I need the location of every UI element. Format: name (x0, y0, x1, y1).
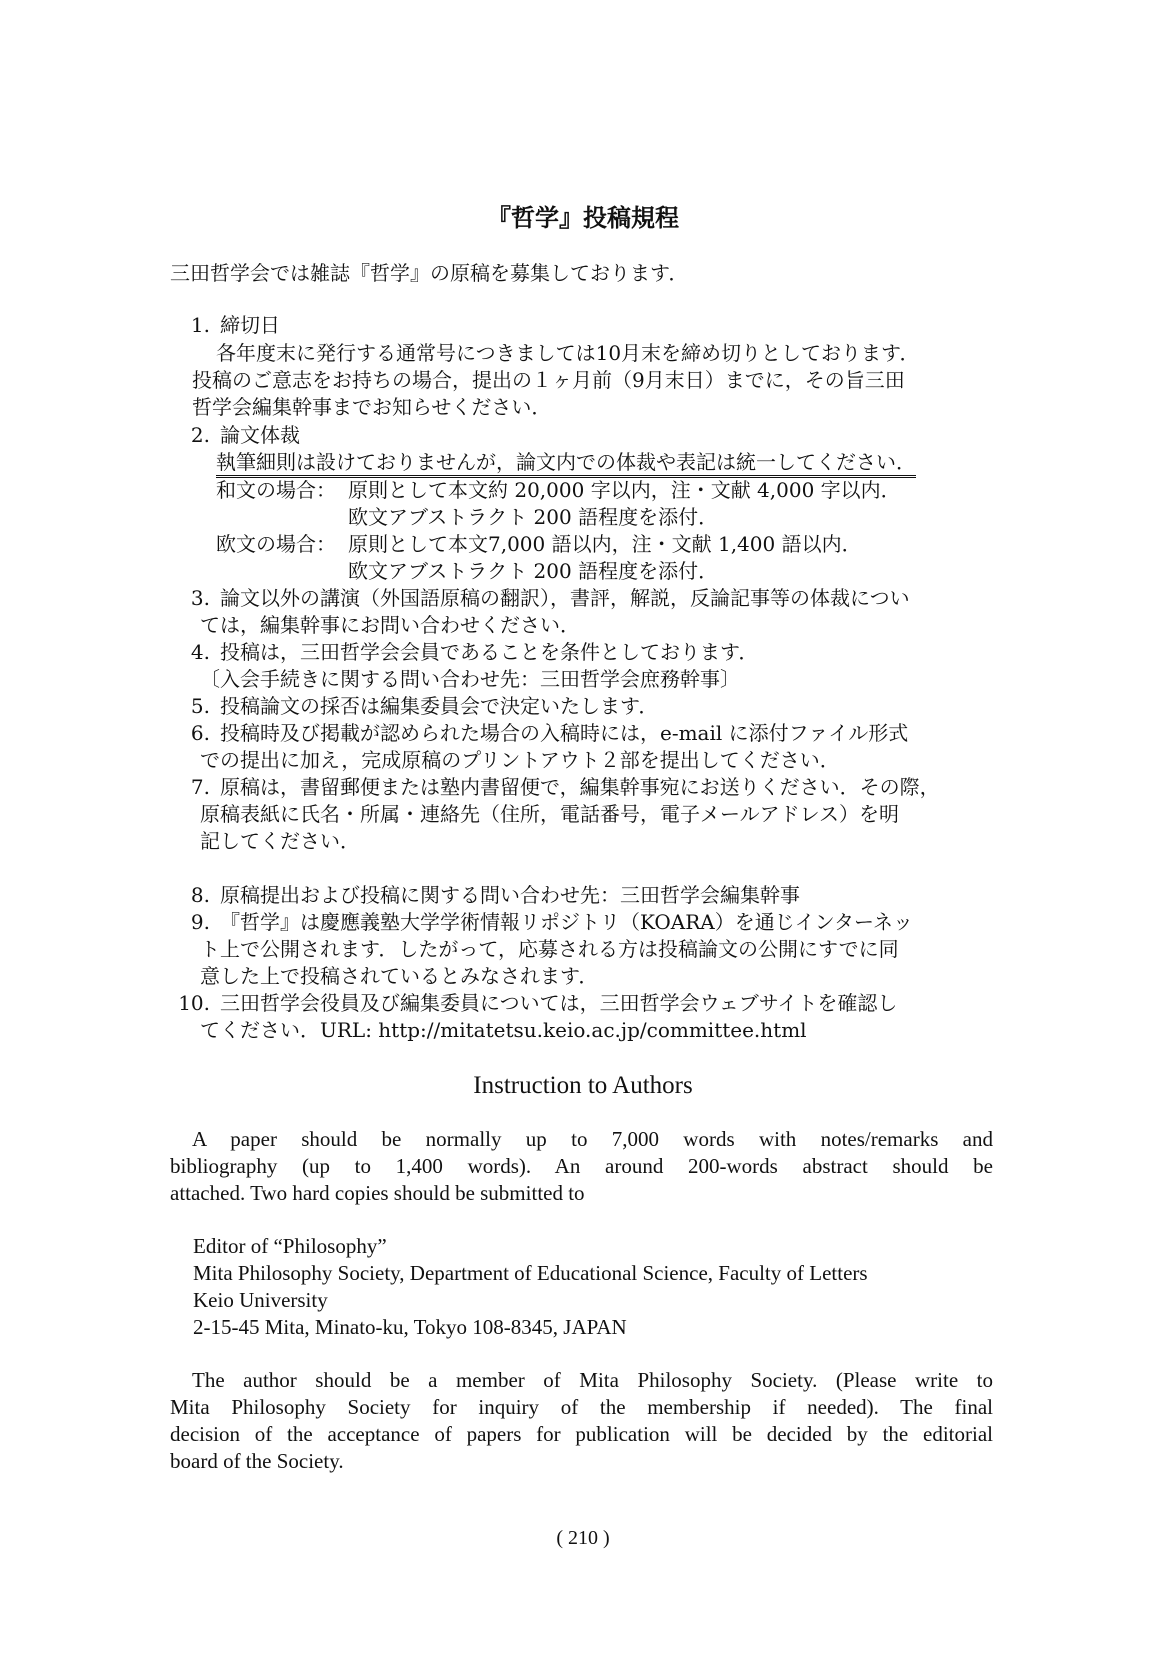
item-1-line: 哲学会編集幹事までお知らせください． (192, 395, 552, 419)
page-number: ( 210 ) (556, 1527, 610, 1549)
item-2-heading: 2. 論文体裁 (190, 423, 300, 447)
address-line: Editor of “Philosophy” (193, 1234, 387, 1258)
item-7-line: 記してください． (200, 829, 360, 853)
item-9-heading: 9. 『哲学』は慶應義塾大学学術情報リポジトリ（KOARA）を通じインターネッ (190, 910, 913, 934)
item-4-heading: 4. 投稿は，三田哲学会会員であることを条件としております． (190, 640, 759, 664)
english-para-line: board of the Society. (170, 1449, 344, 1473)
english-para-line: The author should be a member of Mita Philosophy Society. (Please write to (192, 1368, 993, 1392)
english-para-line: A paper should be normally up to 7,000 words with notes/remarks and (192, 1127, 993, 1151)
english-para-line: attached. Two hard copies should be submitted to (170, 1181, 585, 1205)
rule-japanese-label: 和文の場合： (216, 478, 336, 502)
item-1-line: 投稿のご意志をお持ちの場合，提出の１ヶ月前（9月末日）までに，その旨三田 (192, 368, 905, 392)
rule-western-line: 原則として本文7,000 語以内，注・文献 1,400 語以内． (348, 532, 862, 556)
item-7-heading: 7. 原稿は，書留郵便または塾内書留便で，編集幹事宛にお送りください．その際， (190, 775, 940, 799)
item-1-heading: 1. 締切日 (190, 313, 280, 337)
item-9-line: ト上で公開されます．したがって，応募される方は投稿論文の公開にすでに同 (200, 937, 899, 961)
address-line: 2-15-45 Mita, Minato-ku, Tokyo 108-8345, JAPAN (193, 1315, 627, 1339)
address-line: Mita Philosophy Society, Department of Educational Science, Faculty of Letters (193, 1261, 868, 1285)
item-8-heading: 8. 原稿提出および投稿に関する問い合わせ先：三田哲学会編集幹事 (190, 883, 800, 907)
rule-japanese-line: 原則として本文約 20,000 字以内，注・文献 4,000 字以内． (348, 478, 901, 502)
english-para-line: bibliography (up to 1,400 words). An around 200-words abstract should be (170, 1154, 993, 1178)
item-10-heading: 10. 三田哲学会役員及び編集委員については，三田哲学会ウェブサイトを確認し (178, 991, 898, 1015)
item-6-line: での提出に加え，完成原稿のプリントアウト２部を提出してください． (200, 748, 840, 772)
rule-western-line: 欧文アブストラクト 200 語程度を添付． (348, 559, 719, 583)
item-6-heading: 6. 投稿時及び掲載が認められた場合の入稿時には，e-mail に添付ファイル形式 (190, 721, 909, 745)
item-10-line: てください．URL: http://mitatetsu.keio.ac.jp/committee.html (200, 1018, 807, 1042)
rule-western-label: 欧文の場合： (216, 532, 336, 556)
item-7-line: 原稿表紙に氏名・所属・連絡先（住所，電話番号，電子メールアドレス）を明 (200, 802, 899, 826)
item-2-underlined-rule: 執筆細則は設けておりませんが，論文内での体裁や表記は統一してください． (216, 449, 916, 475)
item-4-line: 〔入会手続きに関する問い合わせ先：三田哲学会庶務幹事〕 (200, 667, 740, 691)
item-3-heading: 3. 論文以外の講演（外国語原稿の翻訳），書評，解説，反論記事等の体裁につい (190, 586, 910, 610)
english-para-line: Mita Philosophy Society for inquiry of the membership if needed). The final (170, 1395, 993, 1419)
item-1-line: 各年度末に発行する通常号につきましては10月末を締め切りとしております． (216, 341, 920, 365)
page-title: 『哲学』投稿規程 (487, 204, 679, 232)
item-9-line: 意した上で投稿されているとみなされます． (200, 964, 599, 988)
english-para-line: decision of the acceptance of papers for publication will be decided by the editorial (170, 1422, 993, 1446)
item-5-heading: 5. 投稿論文の採否は編集委員会で決定いたします． (190, 694, 659, 718)
english-heading: Instruction to Authors (473, 1072, 693, 1099)
item-3-line: ては，編集幹事にお問い合わせください． (200, 613, 580, 637)
rule-japanese-line: 欧文アブストラクト 200 語程度を添付． (348, 505, 719, 529)
intro-text: 三田哲学会では雑誌『哲学』の原稿を募集しております． (170, 261, 689, 285)
address-line: Keio University (193, 1288, 328, 1312)
